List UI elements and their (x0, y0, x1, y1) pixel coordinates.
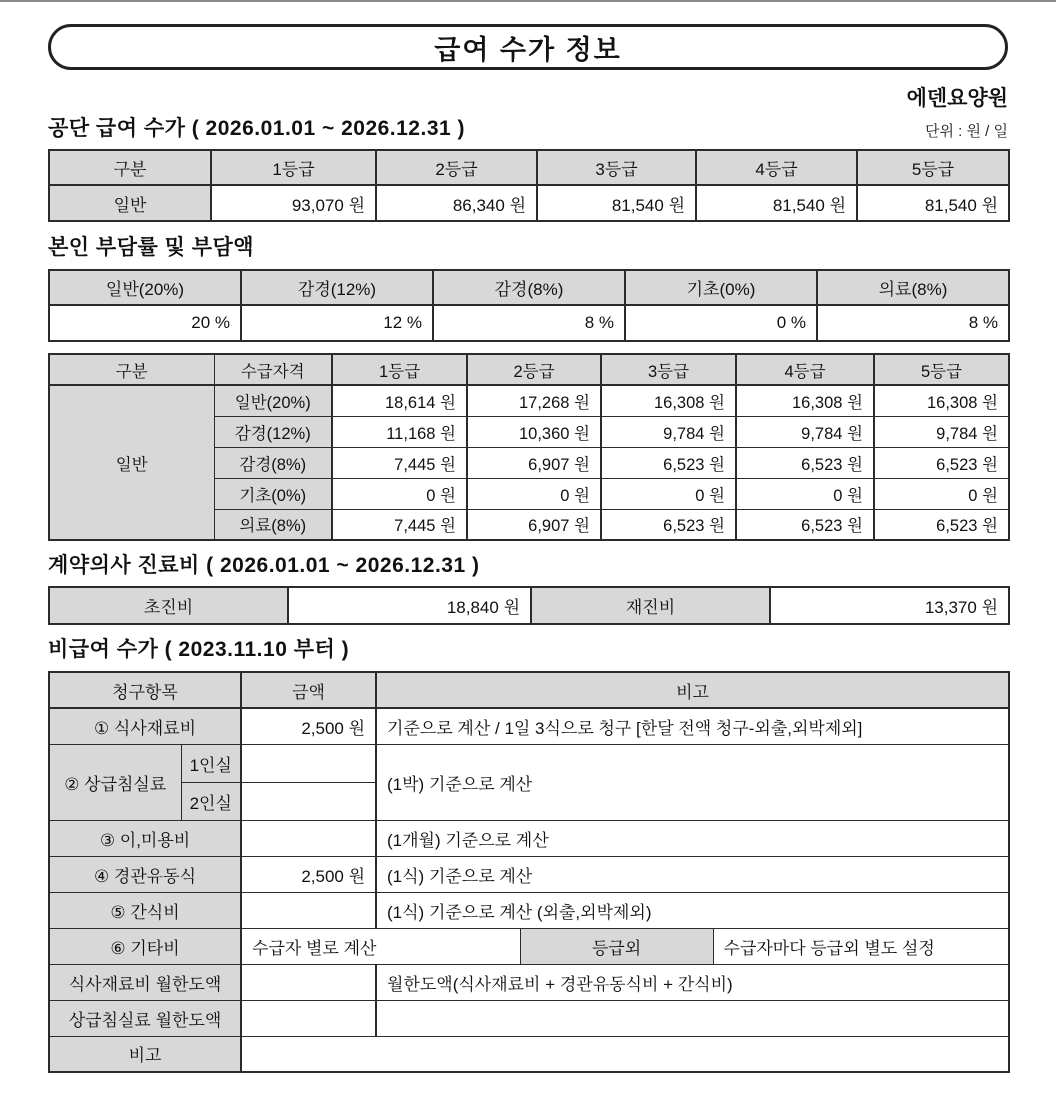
amount-cell: 9,784 원 (874, 416, 1009, 447)
page-top-divider (0, 0, 1056, 2)
doctor-fee-row (49, 587, 1009, 624)
rate-reduced12: 12 % (241, 305, 433, 341)
row-remark (49, 1036, 1009, 1072)
fee-grade4: 81,540 원 (696, 185, 857, 221)
col-header-grade5: 5등급 (874, 354, 1009, 385)
amount-cell: 6,523 원 (874, 509, 1009, 540)
item-note: 월한도액(식사재료비 + 경관유동식비 + 간식비) (376, 964, 1009, 1000)
item-note: (1식) 기준으로 계산 (외출,외박제외) (376, 892, 1009, 928)
eligibility-label: 의료(8%) (214, 509, 332, 540)
fee-grade5: 81,540 원 (857, 185, 1009, 221)
item-amount: 2,500 원 (241, 856, 376, 892)
col-header-eligibility: 수급자격 (214, 354, 332, 385)
col-header-gubun: 구분 (49, 150, 211, 185)
gongdan-header-row (49, 150, 1009, 185)
grade-exempt-note: 수급자마다 등급외 별도 설정 (713, 928, 1009, 964)
etc-calc-note: 수급자 별로 계산 (241, 928, 520, 964)
eligibility-label: 감경(8%) (214, 447, 332, 478)
eligibility-label: 일반(20%) (214, 385, 332, 416)
col-header-grade3: 3등급 (537, 150, 696, 185)
col-header-grade1: 1등급 (211, 150, 376, 185)
fee-grade2: 86,340 원 (376, 185, 537, 221)
item-note: 기준으로 계산 / 1일 3식으로 청구 [한달 전액 청구-외출,외박제외] (376, 708, 1009, 744)
row-snack (49, 892, 1009, 928)
amount-cell: 0 원 (467, 478, 601, 509)
burden-header-row (49, 270, 1009, 305)
rate-general: 20 % (49, 305, 241, 341)
item-label: ① 식사재료비 (49, 708, 241, 744)
section-nonbenefit-title: 비급여 수가 ( 2023.11.10 부터 ) (48, 638, 350, 661)
room-type-label: 1인실 (181, 744, 241, 782)
burden-amount-header-row (49, 354, 1009, 385)
organization-name: 에덴요양원 (906, 87, 1008, 110)
revisit-label: 재진비 (531, 587, 770, 624)
page-title: 급여 수가 정보 (434, 34, 622, 65)
amount-cell: 6,523 원 (736, 447, 874, 478)
amount-cell: 17,268 원 (467, 385, 601, 416)
col-header-basic: 기초(0%) (625, 270, 817, 305)
amount-cell: 6,523 원 (601, 447, 736, 478)
amount-cell: 6,523 원 (874, 447, 1009, 478)
col-header-reduced8: 감경(8%) (433, 270, 625, 305)
unit-label: 단위 : 원 / 일 (925, 123, 1008, 140)
burden-amount-row-general20 (49, 385, 1009, 416)
section-doctor-title: 계약의사 진료비 ( 2026.01.01 ~ 2026.12.31 ) (48, 554, 480, 577)
first-visit-label: 초진비 (49, 587, 288, 624)
amount-cell: 0 원 (332, 478, 467, 509)
item-label: ④ 경관유동식 (49, 856, 241, 892)
col-header-item: 청구항목 (49, 672, 241, 708)
col-header-reduced12: 감경(12%) (241, 270, 433, 305)
amount-cell: 7,445 원 (332, 447, 467, 478)
item-note: (1개월) 기준으로 계산 (376, 820, 1009, 856)
row-etc (49, 928, 1009, 964)
row-meal-material (49, 708, 1009, 744)
col-header-note: 비고 (376, 672, 1009, 708)
amount-cell: 9,784 원 (601, 416, 736, 447)
section-gongdan-header (48, 112, 1008, 142)
remark-label: 비고 (49, 1036, 241, 1072)
col-header-grade3: 3등급 (601, 354, 736, 385)
gongdan-fee-table (48, 149, 1010, 222)
row-tube-feeding (49, 856, 1009, 892)
col-header-general: 일반(20%) (49, 270, 241, 305)
fee-grade3: 81,540 원 (537, 185, 696, 221)
doctor-fee-table (48, 586, 1010, 625)
row-label: 일반 (49, 185, 211, 221)
col-header-grade4: 4등급 (736, 354, 874, 385)
rate-basic: 0 % (625, 305, 817, 341)
col-header-grade5: 5등급 (857, 150, 1009, 185)
col-header-amount: 금액 (241, 672, 376, 708)
amount-cell: 6,523 원 (736, 509, 874, 540)
col-header-grade4: 4등급 (696, 150, 857, 185)
row-room-monthly-cap (49, 1000, 1009, 1036)
col-header-grade1: 1등급 (332, 354, 467, 385)
amount-cell: 7,445 원 (332, 509, 467, 540)
item-amount (241, 820, 376, 856)
item-label: ⑤ 간식비 (49, 892, 241, 928)
amount-cell: 16,308 원 (736, 385, 874, 416)
item-amount (241, 892, 376, 928)
item-amount (241, 964, 376, 1000)
amount-cell: 18,614 원 (332, 385, 467, 416)
burden-amount-table (48, 353, 1010, 541)
revisit-fee: 13,370 원 (770, 587, 1009, 624)
item-label: ③ 이,미용비 (49, 820, 241, 856)
eligibility-label: 기초(0%) (214, 478, 332, 509)
rate-medical: 8 % (817, 305, 1009, 341)
nonbenefit-fee-table (48, 671, 1010, 1073)
col-header-grade2: 2등급 (467, 354, 601, 385)
amount-cell: 16,308 원 (874, 385, 1009, 416)
item-amount (241, 744, 376, 782)
rate-reduced8: 8 % (433, 305, 625, 341)
amount-cell: 6,907 원 (467, 447, 601, 478)
item-label: 상급침실료 월한도액 (49, 1000, 241, 1036)
item-note (376, 1000, 1009, 1036)
item-note: (1식) 기준으로 계산 (376, 856, 1009, 892)
gongdan-data-row (49, 185, 1009, 221)
grade-exempt-label: 등급외 (520, 928, 713, 964)
item-label: ② 상급침실료 (49, 744, 181, 820)
row-barber-beauty (49, 820, 1009, 856)
amount-cell: 0 원 (874, 478, 1009, 509)
page-content (0, 24, 1056, 1073)
row-premium-room-single (49, 744, 1009, 782)
amount-cell: 10,360 원 (467, 416, 601, 447)
burden-rate-table (48, 269, 1010, 342)
remark-value (241, 1036, 1009, 1072)
amount-cell: 6,523 원 (601, 509, 736, 540)
burden-data-row (49, 305, 1009, 341)
page-title-box (48, 24, 1008, 70)
item-note: (1박) 기준으로 계산 (376, 744, 1009, 820)
item-amount: 2,500 원 (241, 708, 376, 744)
col-header-gubun: 구분 (49, 354, 214, 385)
item-amount (241, 782, 376, 820)
amount-cell: 0 원 (601, 478, 736, 509)
col-header-grade2: 2등급 (376, 150, 537, 185)
amount-cell: 11,168 원 (332, 416, 467, 447)
item-label: ⑥ 기타비 (49, 928, 241, 964)
item-amount (241, 1000, 376, 1036)
fee-grade1: 93,070 원 (211, 185, 376, 221)
amount-cell: 6,907 원 (467, 509, 601, 540)
amount-cell: 0 원 (736, 478, 874, 509)
nonbenefit-header-row (49, 672, 1009, 708)
room-type-label: 2인실 (181, 782, 241, 820)
group-label: 일반 (49, 385, 214, 540)
section-burden-title: 본인 부담률 및 부담액 (48, 236, 255, 259)
eligibility-label: 감경(12%) (214, 416, 332, 447)
amount-cell: 16,308 원 (601, 385, 736, 416)
col-header-medical: 의료(8%) (817, 270, 1009, 305)
row-meal-monthly-cap (49, 964, 1009, 1000)
amount-cell: 9,784 원 (736, 416, 874, 447)
section-gongdan-title: 공단 급여 수가 ( 2026.01.01 ~ 2026.12.31 ) (48, 117, 466, 140)
first-visit-fee: 18,840 원 (288, 587, 531, 624)
item-label: 식사재료비 월한도액 (49, 964, 241, 1000)
